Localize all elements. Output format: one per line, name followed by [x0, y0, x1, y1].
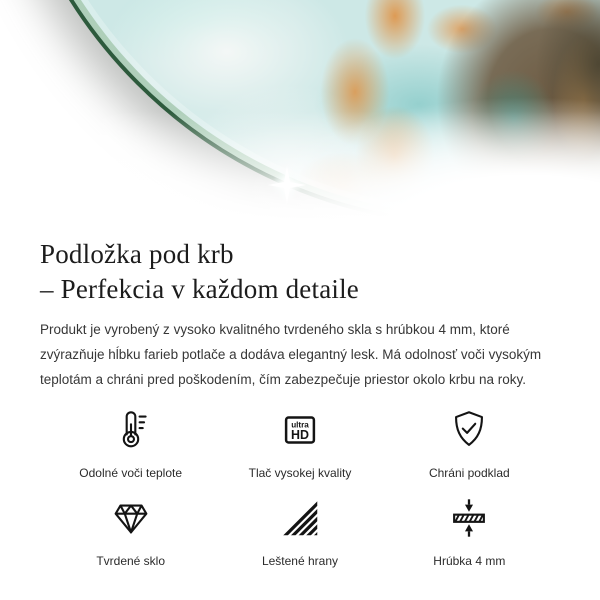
- shield-check-icon: [446, 407, 492, 453]
- feature-label: Tlač vysokej kvality: [248, 466, 352, 480]
- product-title-line2: – Perfekcia v každom detaile: [40, 274, 359, 304]
- feature-label: Chráni podklad: [428, 466, 510, 480]
- ultra-hd-top-text: ultra: [291, 420, 309, 430]
- diamond-icon: [108, 495, 154, 541]
- product-title: [40, 237, 560, 307]
- thermometer-icon: [108, 407, 154, 453]
- thickness-icon: [446, 495, 492, 541]
- features-grid: [46, 406, 554, 568]
- sparkle-icon: [266, 164, 308, 206]
- feature-label: Hrúbka 4 mm: [433, 554, 506, 568]
- feature-high-quality-print: [215, 406, 384, 480]
- feature-polished-edges: [215, 494, 384, 568]
- feature-label: Leštené hrany: [261, 554, 339, 568]
- feature-tempered-glass: [46, 494, 215, 568]
- feature-thickness-4mm: [385, 494, 554, 568]
- feature-protects-surface: [385, 406, 554, 480]
- product-description: Produkt je vyrobený z vysoko kvalitného tvrdeného skla s hrúbkou 4 mm, ktoré zvýrazňuje hĺbku farieb potlače a dodáva elegantný lesk. Má odolnosť voči vysokým teplotám a chráni pred poškodením, čím zabezpečuje priestor okolo krbu na roky.: [40, 322, 542, 387]
- feature-heat-resistant: [46, 406, 215, 480]
- polished-edges-icon: [277, 495, 323, 541]
- feature-label: Odolné voči teplote: [79, 466, 183, 480]
- product-title-line1: Podložka pod krb: [40, 239, 234, 269]
- feature-label: Tvrdené sklo: [96, 554, 166, 568]
- ultra-hd-icon: [277, 407, 323, 453]
- product-image-section: [0, 0, 600, 232]
- product-info-section: [0, 237, 600, 568]
- ultra-hd-bottom-text: HD: [291, 428, 309, 443]
- sparkle-highlight: [266, 164, 308, 206]
